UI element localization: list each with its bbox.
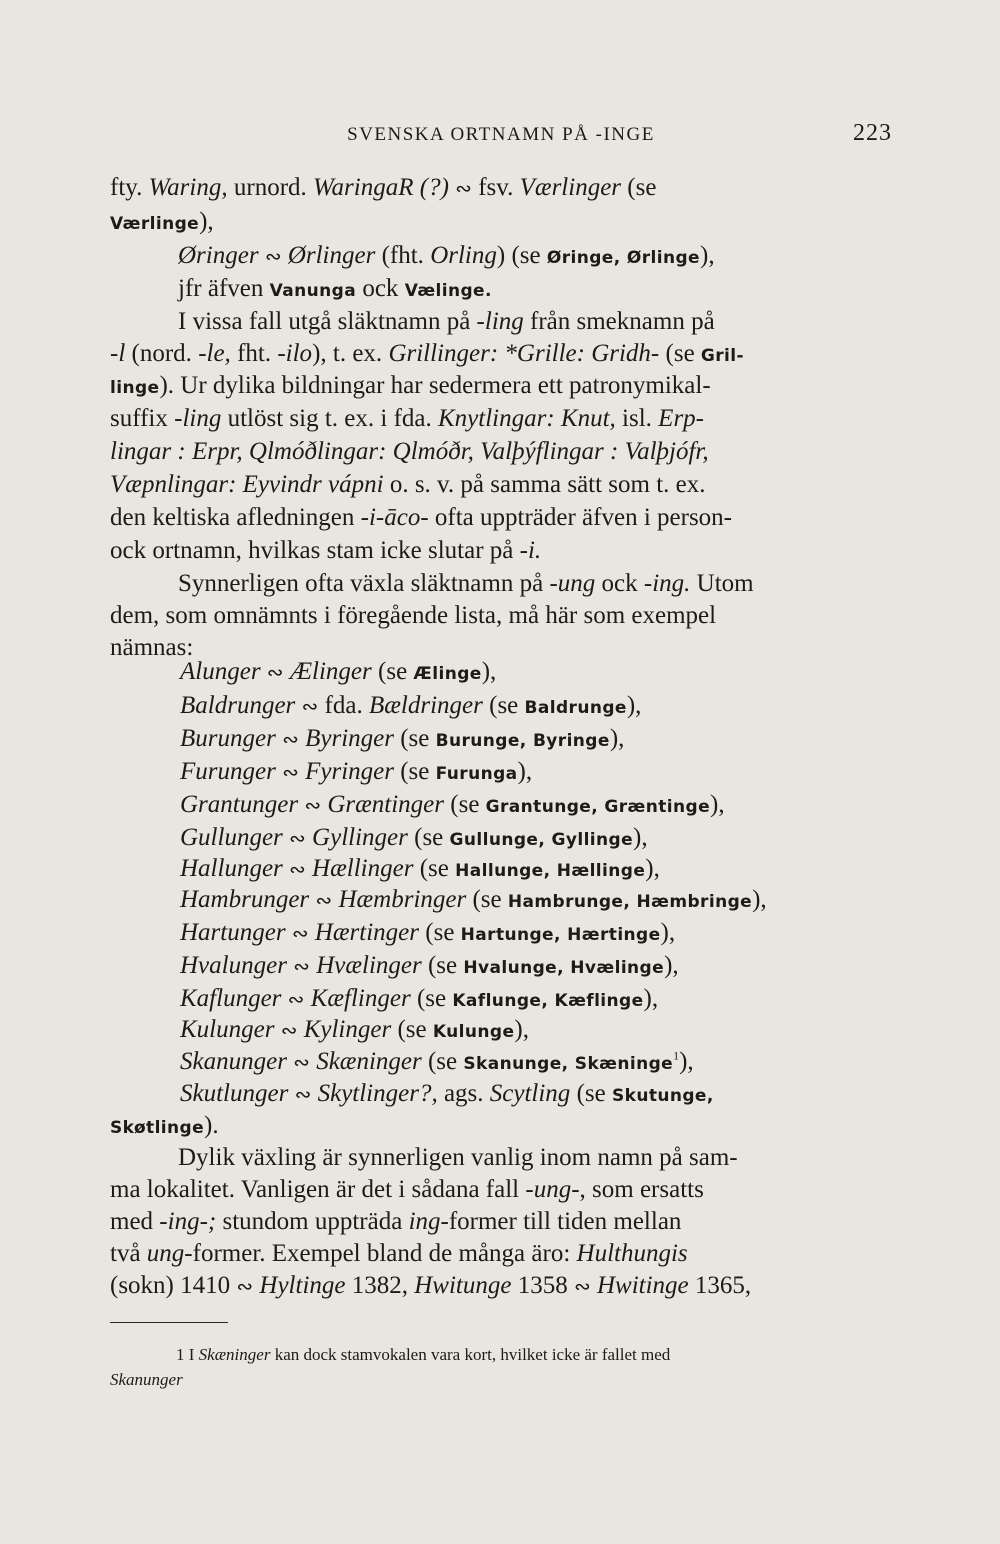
italic-word: Ørlinger [287,242,376,269]
text-line [180,1078,714,1112]
place-name: Kulunge [432,1022,515,1042]
text-run: dem, som omnämnts i föregående lista, må här som exempel [110,602,717,629]
place-name: Furunga [435,764,518,784]
text-run: (se [393,758,436,785]
italic-word: Skytlinger?, [317,1080,438,1107]
text-run: ), [633,824,648,851]
text-line [178,273,492,307]
text-run: urnord. [227,174,314,201]
name-pair-line [180,917,675,951]
text-line [178,1142,738,1174]
text-run: ), [645,855,660,882]
name-pair-line [180,723,624,757]
ing-form: Skæninger [316,1048,422,1075]
ing-form: Bældringer [368,692,483,719]
place-name: Grantunge, Græntinge [485,797,710,817]
place-name: Værlinge [110,214,200,234]
footnote-line [110,1369,183,1391]
italic-word: -ling [476,308,524,335]
text-line [110,535,541,567]
ung-form: Kulunger [180,1016,275,1043]
ung-form: Hartunger [180,919,286,946]
ung-form: Grantunger [180,791,299,818]
text-run: ock [356,275,405,302]
italic-word: Knytlingar: Knut, [438,405,616,432]
italic-word: -ing. [643,570,691,597]
text-run: ), [481,658,497,685]
swung-dash-symbol: ∾ [315,888,333,912]
text-run: suffix [110,405,175,432]
text-run: (se [421,1048,464,1075]
text-run: ), [643,985,659,1012]
italic-word: -ing-; [159,1208,217,1235]
place-name: Hambrunge, Hæmbringe [507,892,753,912]
text-run: (se [421,952,464,979]
text-run: (se [482,692,525,719]
text-run: I [184,1345,199,1364]
running-head: SVENSKA ORTNAMN PÅ -INGE [347,124,655,145]
text-run: ), [752,886,767,913]
italic-word: Skutlunger [180,1080,289,1107]
swung-dash-symbol: ∾ [293,1050,310,1074]
text-run: (nord. [125,340,199,367]
footnote-line [176,1344,670,1366]
text-line [110,172,656,204]
italic-word: -i. [519,537,542,564]
text-run: ), [626,692,642,719]
text-run: ), [700,242,715,269]
text-run: ock ortnamn, hvilkas stam icke slutar på [110,537,520,564]
place-name: Skutunge, [611,1086,714,1106]
swung-dash-symbol: ∾ [573,1274,591,1298]
text-run: från smeknamn på [523,308,715,335]
page-number: 223 [853,120,892,146]
ung-form: Gullunger [180,824,283,851]
text-run: 1358 [511,1272,574,1299]
place-name: Øringe, Ørlinge [546,248,700,268]
text-run: (se [410,985,453,1012]
text-run: (se [659,340,701,367]
text-run: jfr äfven [178,275,270,302]
text-run: ags. [437,1080,490,1107]
name-pair-line [180,822,648,856]
text-run: ), [664,952,679,979]
text-run: ), [710,791,725,818]
footnote-number: 1 [176,1345,185,1364]
italic-word: -ung- [525,1176,580,1203]
text-run: (se [371,658,414,685]
italic-word: Scytling [489,1080,571,1107]
italic-word: Hulthungis [576,1240,688,1267]
text-line [178,240,715,274]
text-line [110,1270,751,1302]
ing-form: Hællinger [312,855,414,882]
swung-dash-symbol: ∾ [280,1018,298,1042]
name-pair-line [180,656,496,690]
text-line [110,436,709,468]
text-run: Synnerligen ofta växla släktnamn på [178,570,550,597]
italic-word: -i-āco- [360,504,429,531]
text-line [110,338,744,372]
text-run: ), [514,1016,529,1043]
text-run: (se [391,1016,433,1043]
swung-dash-symbol: ∾ [289,826,306,850]
italic-word: Grillinger: *Grille: Gridh- [388,340,660,367]
place-name: Gril- [700,346,744,366]
text-run: o. s. v. på samma sätt som t. ex. [383,471,706,498]
ing-form: Gyllinger [312,824,408,851]
text-run: nämnas: [110,634,194,661]
italic-word: Væpnlingar: Eyvindr vápni [110,471,384,498]
text-run: (sokn) 1410 [110,1272,237,1299]
text-run: ), [679,1048,694,1075]
text-run: (se [407,824,450,851]
text-run: ), [199,208,214,235]
italic-word: Værlinger [519,174,622,201]
swung-dash-symbol: ∾ [236,1274,254,1298]
place-name: Vanunga [269,281,357,301]
text-run: ), [609,725,625,752]
text-line [110,1110,219,1144]
text-run: ma lokalitet. Vanligen är det i sådana fall [110,1176,526,1203]
swung-dash-symbol: ∾ [264,244,282,268]
swung-dash-symbol: ∾ [289,857,306,881]
swung-dash-symbol: ∾ [304,793,322,817]
text-run: 1382, [345,1272,415,1299]
text-run: , som ersatts [579,1176,704,1203]
place-name: Gullunge, Gyllinge [449,830,634,850]
place-name: Vælinge. [404,281,492,301]
text-run: två [110,1240,147,1267]
text-run: ofta uppträder äfven i person- [428,504,733,531]
text-run: I vissa fall utgå släktnamn på [178,308,477,335]
ung-form: Kaflunger [180,985,282,1012]
italic-word: -ilo [277,340,313,367]
place-name: Hvalunge, Hvælinge [463,958,665,978]
ing-form: Græntinger [327,791,445,818]
italic-word: lingar : Erpr, Qlmóðlingar: Qlmóðr, Valþýflingar : Valþjófr, [110,438,709,465]
text-run: ). [204,1112,219,1139]
text-run: utlöst sig t. ex. i fda. [221,405,438,432]
text-run: stundom uppträda [216,1208,409,1235]
name-pair-line [180,1014,529,1048]
page-header [110,118,892,154]
italic-word: Erp- [658,405,704,432]
swung-dash-symbol: ∾ [455,176,472,200]
italic-word: WaringaR (?) [313,174,449,201]
name-pair-line [180,1046,694,1080]
text-line [110,403,704,435]
text-line [110,1174,704,1206]
ing-form: Byringer [305,725,394,752]
italic-word: ung [146,1240,185,1267]
swung-dash-symbol: ∾ [282,760,299,784]
italic-word: -ling [174,405,222,432]
place-name: Hallunge, Hællinge [455,861,646,881]
swung-dash-symbol: ∾ [291,921,309,945]
text-run: 1365, [688,1272,752,1299]
text-run: ). Ur dylika bildningar har sedermera ett patronymikal- [159,372,711,399]
name-pair-line [180,756,532,790]
text-line [110,206,214,240]
ung-form: Hvalunger [180,952,287,979]
text-line [110,502,732,534]
text-run: ), [517,758,533,785]
ung-form: Alunger [180,658,261,685]
ung-form: Hambrunger [180,886,310,913]
ung-form: Hallunger [180,855,283,882]
place-name: Kaflunge, Kæflinge [452,991,644,1011]
swung-dash-symbol: ∾ [282,727,299,751]
place-name: Burunge, Byringe [435,731,610,751]
ing-form: Kæflinger [310,985,411,1012]
text-line [110,1238,688,1270]
text-run: (se [419,919,461,946]
italic-word: Skanunger [110,1370,183,1389]
name-pair-line [180,950,679,984]
text-line [178,306,715,338]
ung-form: Skanunger [180,1048,287,1075]
name-pair-line [180,789,725,823]
swung-dash-symbol: ∾ [287,987,305,1011]
text-run: Utom [690,570,754,597]
text-run: Dylik växling är synnerligen vanlig inom namn på sam- [178,1144,738,1171]
text-run: (se [444,791,486,818]
place-name: Skøtlinge [110,1118,205,1138]
italic-word: -l [110,340,126,367]
text-run: (fht. [375,242,431,269]
ung-form: Furunger [180,758,276,785]
text-run: ock [595,570,644,597]
text-run: (se [621,174,657,201]
text-run: (se [570,1080,612,1107]
text-run: -former till tiden mellan [440,1208,682,1235]
italic-word: Hwitinge [596,1272,689,1299]
text-run: (se [393,725,436,752]
text-line [110,600,716,632]
text-run: fda. [318,692,369,719]
swung-dash-symbol: ∾ [266,660,284,684]
place-name: Hartunge, Hærtinge [460,925,661,945]
place-name: linge [110,378,160,398]
text-run: (se [466,886,508,913]
text-run: fty. [110,174,149,201]
italic-word: -le, [198,340,231,367]
ing-form: Hæmbringer [338,886,467,913]
italic-word: Hwitunge [414,1272,512,1299]
text-run: fsv. [471,174,520,201]
ing-form: Hvælinger [316,952,422,979]
footnote-divider [110,1322,228,1323]
text-run: isl. [615,405,659,432]
name-pair-line [180,690,641,724]
swung-dash-symbol: ∾ [294,1082,312,1106]
text-run: med [110,1208,160,1235]
ung-form: Baldrunger [180,692,296,719]
text-line [110,469,706,501]
italic-word: Hyltinge [259,1272,346,1299]
text-line [178,568,754,600]
swung-dash-symbol: ∾ [293,954,310,978]
ing-form: Fyringer [305,758,394,785]
swung-dash-symbol: ∾ [301,694,319,718]
text-run: den keltiska afledningen [110,504,361,531]
italic-word: Waring, [148,174,228,201]
text-run: kan dock stamvokalen vara kort, hvilket icke är fallet med [270,1345,671,1364]
text-run: ), t. ex. [312,340,389,367]
italic-word: -ung [549,570,596,597]
name-pair-line [180,983,658,1017]
ing-form: Kylinger [303,1016,392,1043]
italic-word: ing [408,1208,441,1235]
name-pair-line [180,884,767,918]
italic-word: Øringer [178,242,259,269]
ing-form: Hærtinger [314,919,420,946]
text-run: -former. Exempel bland de många äro: [184,1240,577,1267]
italic-word: Skæninger [198,1345,271,1364]
text-line [110,1206,681,1238]
ing-form: Ælinger [289,658,372,685]
text-run: fht. [230,340,278,367]
text-run: ), [660,919,676,946]
place-name: Baldrunge [524,698,627,718]
text-line [110,370,711,404]
place-name: Ælinge [413,664,482,684]
text-run: ) (se [496,242,547,269]
footnote-ref: 1 [673,1048,680,1063]
italic-word: Orling [430,242,497,269]
text-run: (se [413,855,456,882]
name-pair-line [180,853,660,887]
ung-form: Burunger [180,725,276,752]
place-name: Skanunge, Skæninge [463,1054,674,1074]
